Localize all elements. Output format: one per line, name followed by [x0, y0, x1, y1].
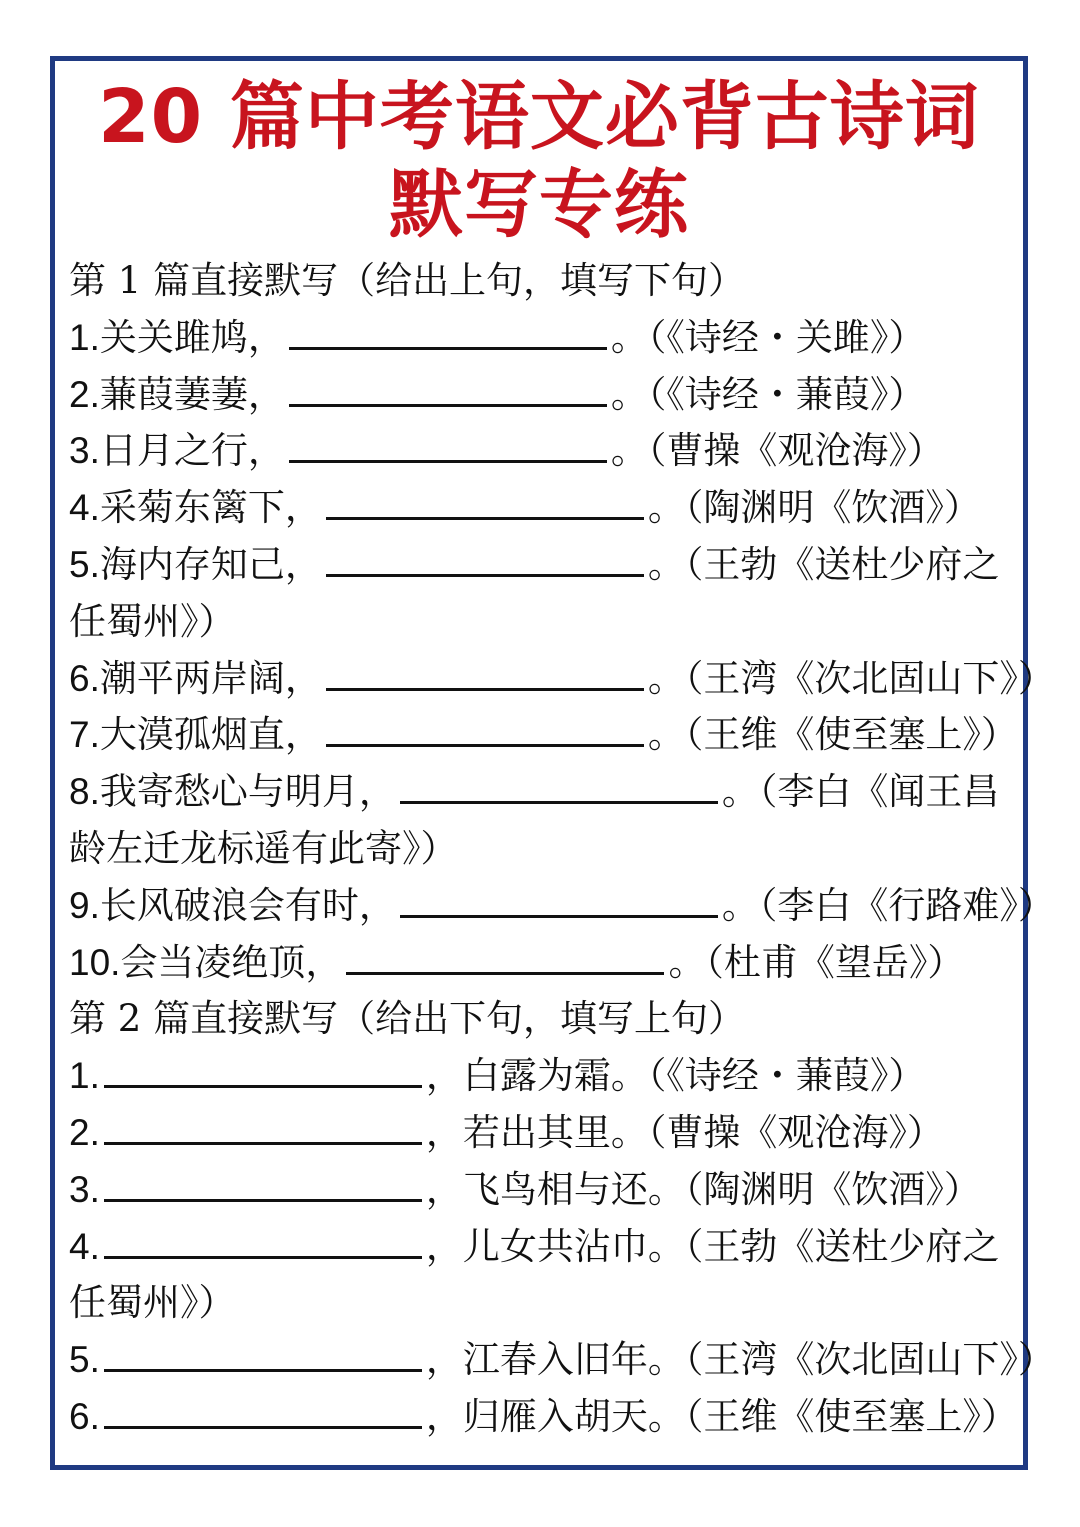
item-number: 2.: [69, 1111, 100, 1153]
answer-blank[interactable]: [289, 317, 607, 350]
s2-item-6: [69, 1389, 1018, 1446]
answer-blank[interactable]: [104, 1169, 422, 1202]
answer-blank[interactable]: [326, 658, 644, 691]
answer-blank[interactable]: [326, 714, 644, 747]
given-line: 采菊东篱下，: [99, 486, 322, 530]
s1-item-2: [69, 367, 1013, 424]
answer-blank[interactable]: [289, 430, 607, 463]
given-line: 蒹葭萋萋，: [99, 372, 285, 416]
source: 。（陶渊明《饮酒》）: [647, 486, 981, 530]
given-line: 大漠孤烟直，: [99, 713, 322, 757]
source: 。（曹操《观沧海》）: [610, 429, 944, 473]
s1-item-10: [69, 935, 1013, 992]
given-line: 我寄愁心与明月，: [99, 770, 396, 814]
s2-item-2: [69, 1105, 1013, 1162]
given-line: ，儿女共沾巾。（王勃《送杜少府之任蜀州》）: [69, 1224, 1000, 1325]
given-line: ，白露为霜。（《诗经・蒹葭》）: [425, 1054, 926, 1098]
given-line: ，江春入旧年。（王湾《次北固山下》）: [425, 1338, 1055, 1382]
item-number: 9.: [69, 884, 100, 926]
answer-blank[interactable]: [104, 1112, 422, 1145]
s1-item-7: [69, 707, 1018, 764]
item-number: 8.: [69, 771, 100, 813]
source: 。（《诗经・关雎》）: [610, 315, 926, 359]
answer-blank[interactable]: [400, 771, 718, 804]
s1-item-1: [69, 310, 1013, 367]
page-subtitle: 默写专练: [389, 162, 689, 248]
item-number: 4.: [69, 487, 100, 529]
source: 。（杜甫《望岳》）: [668, 940, 965, 984]
item-number: 4.: [69, 1225, 100, 1267]
source: 。（李白《闻王昌龄左迁龙标遥有此寄》）: [69, 770, 1000, 870]
answer-blank[interactable]: [400, 885, 718, 918]
answer-blank[interactable]: [104, 1055, 422, 1088]
given-line: 关关雎鸠，: [99, 315, 285, 359]
s1-item-9: [69, 878, 1055, 935]
answer-blank[interactable]: [326, 544, 644, 577]
s1-item-5: [69, 537, 1013, 651]
answer-blank[interactable]: [104, 1339, 422, 1372]
item-number: 6.: [69, 1395, 100, 1437]
source: 。（李白《行路难》）: [721, 883, 1055, 927]
item-number: 1.: [69, 316, 100, 358]
source: 。（王维《使至塞上》）: [647, 713, 1018, 757]
answer-blank[interactable]: [326, 487, 644, 520]
s2-item-5: [69, 1332, 1055, 1389]
section1-heading: 第 1 篇直接默写（给出上句，填写下句）: [69, 259, 746, 302]
source: 。（王湾《次北固山下》）: [647, 656, 1055, 700]
s1-item-6: [69, 651, 1055, 708]
page-frame: [50, 56, 1055, 1470]
s1-item-4: [69, 480, 1013, 537]
item-number: 5.: [69, 543, 100, 585]
item-number: 3.: [69, 1168, 100, 1210]
source: 。（王勃《送杜少府之任蜀州》）: [69, 542, 1000, 643]
item-number: 3.: [69, 430, 100, 472]
given-line: 海内存知己，: [99, 542, 322, 586]
item-number: 5.: [69, 1339, 100, 1381]
source: 。（《诗经・蒹葭》）: [610, 372, 926, 416]
answer-blank[interactable]: [346, 942, 664, 975]
answer-blank[interactable]: [104, 1396, 422, 1429]
given-line: 长风破浪会有时，: [99, 883, 396, 927]
given-line: 潮平两岸阔，: [99, 656, 322, 700]
given-line: ，飞鸟相与还。（陶渊明《饮酒》）: [425, 1167, 981, 1211]
given-line: ，若出其里。（曹操《观沧海》）: [425, 1110, 944, 1154]
given-line: ，归雁入胡天。（王维《使至塞上》）: [425, 1394, 1018, 1438]
s2-item-1: [69, 1048, 1013, 1105]
item-number: 7.: [69, 714, 100, 756]
given-line: 日月之行，: [99, 429, 285, 473]
worksheet-content: [69, 253, 1055, 1446]
s2-item-4: [69, 1219, 1013, 1333]
given-line: 会当凌绝顶，: [120, 940, 343, 984]
s2-item-3: [69, 1162, 1013, 1219]
item-number: 10.: [69, 941, 121, 983]
s1-item-3: [69, 423, 1013, 480]
answer-blank[interactable]: [289, 374, 607, 407]
item-number: 6.: [69, 657, 100, 699]
s1-item-8: [69, 764, 1013, 878]
page-title: 20 篇中考语文必背古诗词: [98, 74, 980, 160]
item-number: 2.: [69, 373, 100, 415]
item-number: 1.: [69, 1055, 100, 1097]
answer-blank[interactable]: [104, 1226, 422, 1259]
section2-heading: 第 2 篇直接默写（给出下句，填写上句）: [69, 997, 746, 1041]
